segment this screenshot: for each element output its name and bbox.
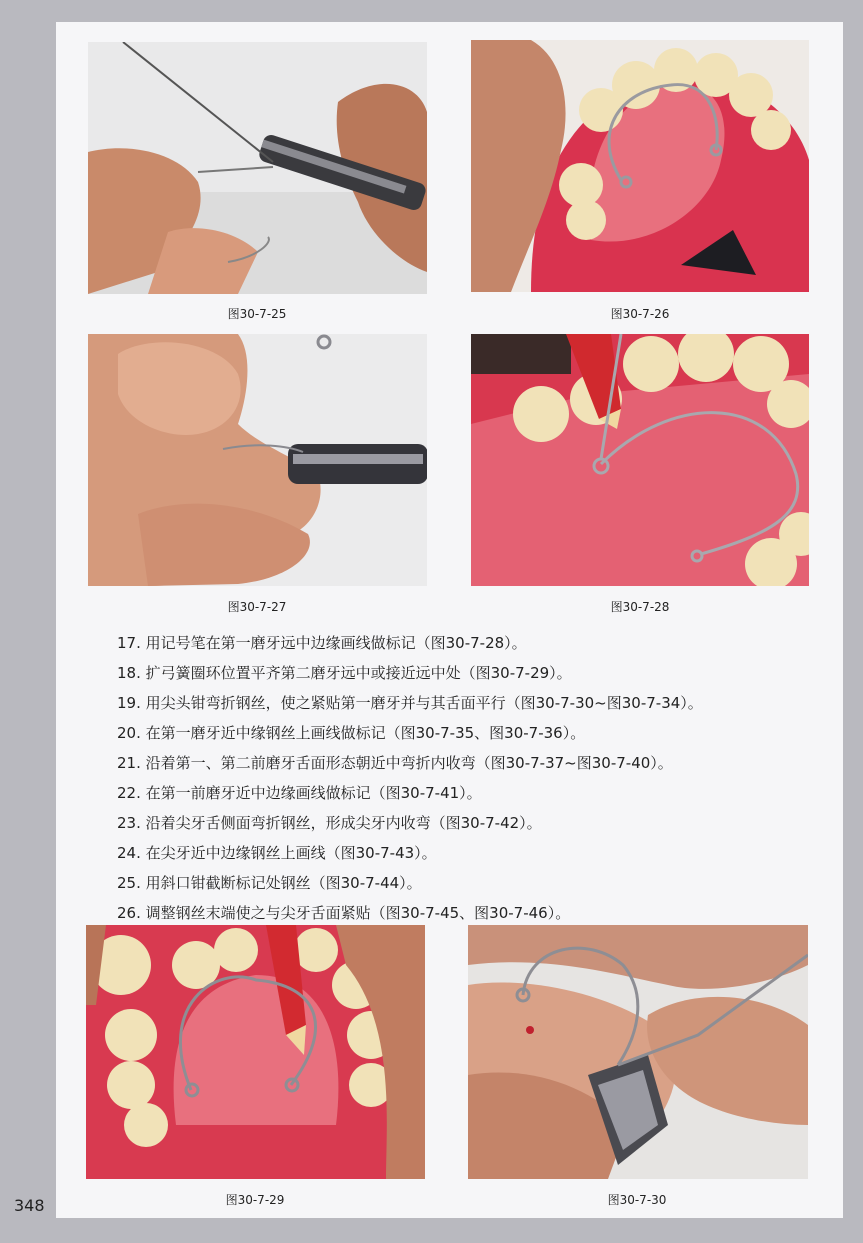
figure-photo-25	[88, 42, 427, 294]
figure-caption-28: 图30-7-28	[610, 600, 670, 614]
figure-photo-26	[471, 40, 809, 292]
instruction-steps	[117, 628, 817, 928]
figure-photo-30	[468, 925, 808, 1179]
step-22: 22. 在第一前磨牙近中边缘画线做标记（图30-7-41）。	[117, 784, 482, 802]
figure-caption-29: 图30-7-29	[225, 1193, 285, 1207]
figure-caption-25: 图30-7-25	[227, 307, 287, 321]
figure-caption-26: 图30-7-26	[610, 307, 670, 321]
figure-photo-27	[88, 334, 427, 586]
step-20: 20. 在第一磨牙近中缘钢丝上画线做标记（图30-7-35、图30-7-36）。	[117, 724, 586, 742]
step-23: 23. 沿着尖牙舌侧面弯折钢丝，形成尖牙内收弯（图30-7-42）。	[117, 814, 542, 832]
step-17: 17. 用记号笔在第一磨牙远中边缘画线做标记（图30-7-28）。	[117, 634, 527, 652]
step-21: 21. 沿着第一、第二前磨牙舌面形态朝近中弯折内收弯（图30-7-37~图30-7-40）。	[117, 754, 673, 772]
figure-caption-30: 图30-7-30	[607, 1193, 667, 1207]
step-26: 26. 调整钢丝末端使之与尖牙舌面紧贴（图30-7-45、图30-7-46）。	[117, 904, 571, 922]
figure-caption-27: 图30-7-27	[227, 600, 287, 614]
step-18: 18. 扩弓簧圈环位置平齐第二磨牙远中或接近远中处（图30-7-29）。	[117, 664, 572, 682]
step-24: 24. 在尖牙近中边缘钢丝上画线（图30-7-43）。	[117, 844, 437, 862]
step-25: 25. 用斜口钳截断标记处钢丝（图30-7-44）。	[117, 874, 422, 892]
page-number: 348	[14, 1196, 45, 1215]
figure-photo-29	[86, 925, 425, 1179]
figure-photo-28	[471, 334, 809, 586]
step-19: 19. 用尖头钳弯折钢丝，使之紧贴第一磨牙并与其舌面平行（图30-7-30~图30-7-34）。	[117, 694, 703, 712]
